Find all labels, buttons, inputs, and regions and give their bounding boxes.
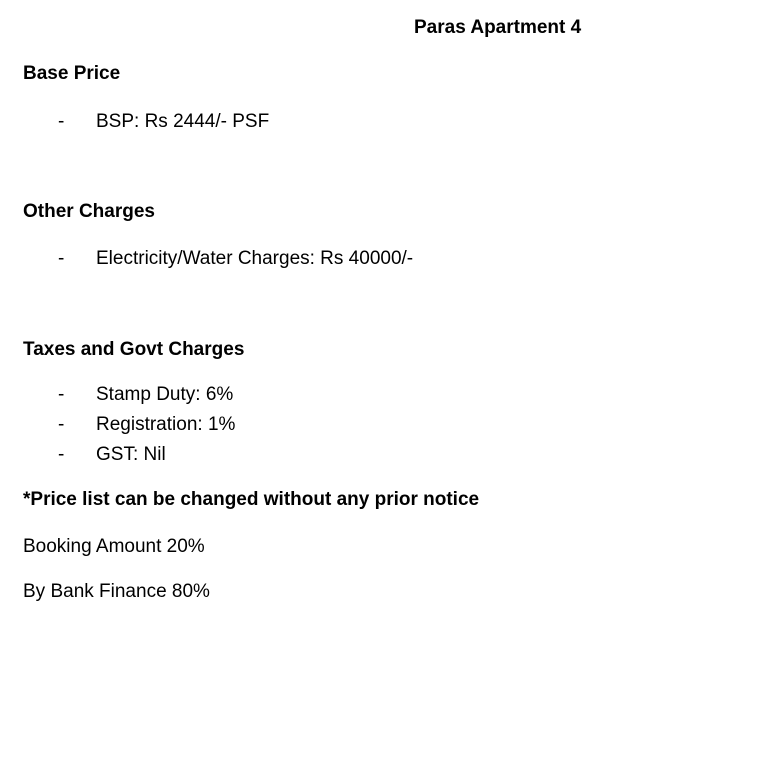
list-item-text: Registration: 1% (96, 414, 236, 435)
list-item-text: GST: Nil (96, 444, 166, 465)
bullet-dash: - (58, 414, 65, 435)
list-item (58, 248, 413, 270)
bullet-dash: - (58, 248, 65, 269)
bank-finance-text: By Bank Finance 80% (23, 581, 210, 602)
price-change-note: *Price list can be changed without any prior notice (23, 489, 480, 510)
list-item (58, 414, 235, 436)
list-item (58, 384, 233, 406)
list-item-text: Electricity/Water Charges: Rs 40000/- (96, 248, 414, 269)
document-title: Paras Apartment 4 (414, 17, 582, 38)
list-item-text: Stamp Duty: 6% (96, 384, 234, 405)
section-heading-base-price: Base Price (23, 63, 121, 84)
section-heading-taxes: Taxes and Govt Charges (23, 339, 245, 360)
section-heading-other-charges: Other Charges (23, 201, 155, 222)
bullet-dash: - (58, 384, 65, 405)
bullet-dash: - (58, 444, 65, 465)
bullet-dash: - (58, 111, 65, 132)
list-item-text: BSP: Rs 2444/- PSF (96, 111, 270, 132)
booking-amount-text: Booking Amount 20% (23, 536, 205, 557)
list-item (58, 111, 269, 133)
list-item (58, 444, 166, 466)
